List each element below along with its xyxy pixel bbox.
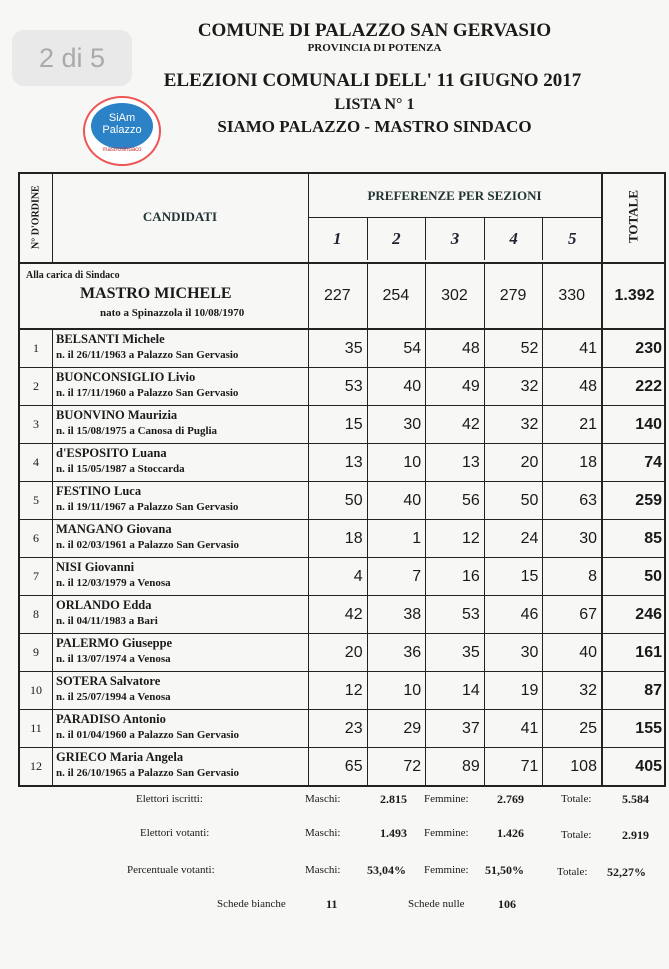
vote-cell: 20 xyxy=(344,643,363,661)
vote-cell: 89 xyxy=(461,757,480,775)
vote-cell: 40 xyxy=(579,643,597,661)
section-header: 4 xyxy=(484,218,543,260)
candidate-birth: n. il 12/03/1979 a Venosa xyxy=(56,577,171,589)
percent-m: 53,04% xyxy=(367,863,406,877)
row-number: 7 xyxy=(33,569,39,583)
vote-cell: 1 xyxy=(412,529,422,547)
vote-cell: 48 xyxy=(579,377,597,395)
table-row xyxy=(20,596,664,634)
table-row xyxy=(20,444,664,482)
registered-label: Elettori iscritti: xyxy=(136,793,203,805)
vote-cell: 40 xyxy=(403,491,422,509)
vote-cell: 42 xyxy=(344,605,363,623)
total-cell: 74 xyxy=(644,453,662,471)
total-cell: 259 xyxy=(635,491,662,509)
vote-cell: 25 xyxy=(579,719,597,737)
table-row xyxy=(20,710,664,748)
total-cell: 222 xyxy=(635,377,662,395)
list-number: LISTA N° 1 xyxy=(334,96,415,113)
candidate-name: GRIECO Maria Angela xyxy=(56,750,184,764)
vote-cell: 29 xyxy=(403,719,422,737)
vote-cell: 302 xyxy=(441,287,468,304)
vote-cell: 18 xyxy=(344,529,363,547)
row-number: 4 xyxy=(33,455,39,469)
percent-t-label: Totale: xyxy=(557,866,588,878)
vote-cell: 20 xyxy=(520,453,539,471)
row-number: 3 xyxy=(33,417,39,431)
null-ballots: 106 xyxy=(498,897,516,911)
row-number: 10 xyxy=(30,683,42,697)
vote-cell: 227 xyxy=(323,287,351,304)
table-row xyxy=(20,406,664,444)
row-number: 1 xyxy=(33,341,39,355)
mayor-row xyxy=(20,264,664,330)
vote-cell: 4 xyxy=(353,567,363,585)
vote-cell: 10 xyxy=(403,453,422,471)
total-cell: 1.392 xyxy=(614,287,655,304)
candidate-birth: n. il 25/07/1994 a Venosa xyxy=(56,691,171,703)
results-table xyxy=(18,172,666,787)
vote-cell: 35 xyxy=(461,643,480,661)
vote-cell: 40 xyxy=(403,377,422,395)
voters-m: 1.493 xyxy=(380,826,407,840)
candidate-name: BUONVINO Maurizia xyxy=(56,408,178,422)
col-total-header: TOTALE xyxy=(625,190,641,244)
candidate-name: PALERMO Giuseppe xyxy=(56,636,173,650)
vote-cell: 15 xyxy=(344,415,363,433)
vote-cell: 50 xyxy=(520,491,539,509)
total-cell: 50 xyxy=(644,567,662,585)
row-number: 6 xyxy=(33,531,39,545)
col-preferences-header: PREFERENZE PER SEZIONI xyxy=(308,174,601,218)
vote-cell: 67 xyxy=(579,605,597,623)
table-row xyxy=(20,520,664,558)
candidate-name: PARADISO Antonio xyxy=(56,712,166,726)
candidate-name: BELSANTI Michele xyxy=(56,332,165,346)
vote-cell: 65 xyxy=(344,757,363,775)
vote-cell: 10 xyxy=(403,681,422,699)
vote-cell: 32 xyxy=(520,415,539,433)
vote-cell: 42 xyxy=(461,415,480,433)
candidate-birth: n. il 13/07/1974 a Venosa xyxy=(56,653,171,665)
logo-text-2: Palazzo xyxy=(102,124,142,136)
candidate-rows xyxy=(20,330,664,785)
vote-cell: 254 xyxy=(382,287,410,304)
vote-cell: 18 xyxy=(579,453,597,471)
vote-cell: 37 xyxy=(461,719,480,737)
row-number: 11 xyxy=(30,721,42,735)
vote-cell: 32 xyxy=(579,681,597,699)
candidate-birth: n. il 01/04/1960 a Palazzo San Gervasio xyxy=(56,729,240,741)
percent-label: Percentuale votanti: xyxy=(127,864,215,876)
registered-m: 2.815 xyxy=(380,792,407,806)
candidate-birth: n. il 26/10/1965 a Palazzo San Gervasio xyxy=(56,767,240,779)
vote-cell: 36 xyxy=(403,643,422,661)
vote-cell: 7 xyxy=(412,567,422,585)
section-header: 3 xyxy=(425,218,484,260)
percent-f: 51,50% xyxy=(485,863,524,877)
vote-cell: 13 xyxy=(344,453,363,471)
col-candidates-header: CANDIDATI xyxy=(142,209,218,224)
vote-cell: 16 xyxy=(461,567,480,585)
table-header xyxy=(20,174,664,264)
candidate-name: SOTERA Salvatore xyxy=(56,674,161,688)
page-indicator-badge: 2 di 5 xyxy=(12,30,132,86)
candidate-birth: n. il 17/11/1960 a Palazzo San Gervasio xyxy=(56,387,239,399)
vote-cell: 21 xyxy=(579,415,597,433)
vote-cell: 52 xyxy=(520,339,539,357)
candidate-name: BUONCONSIGLIO Livio xyxy=(56,370,196,384)
row-number: 8 xyxy=(33,607,39,621)
vote-cell: 48 xyxy=(461,339,480,357)
candidate-birth: n. il 02/03/1961 a Palazzo San Gervasio xyxy=(56,539,240,551)
total-cell: 140 xyxy=(635,415,662,433)
list-name: SIAMO PALAZZO - MASTRO SINDACO xyxy=(217,117,532,136)
section-header: 2 xyxy=(367,218,426,260)
vote-cell: 63 xyxy=(579,491,597,509)
list-logo xyxy=(83,96,161,166)
municipality-title: COMUNE DI PALAZZO SAN GERVASIO xyxy=(197,20,552,41)
vote-cell: 23 xyxy=(344,719,363,737)
vote-cell: 72 xyxy=(403,757,422,775)
candidate-birth: n. il 19/11/1967 a Palazzo San Gervasio xyxy=(56,501,239,513)
vote-cell: 71 xyxy=(520,757,539,775)
table-row xyxy=(20,634,664,672)
row-number: 9 xyxy=(33,645,39,659)
vote-cell: 12 xyxy=(344,681,363,699)
vote-cell: 19 xyxy=(520,681,539,699)
voters-f: 1.426 xyxy=(497,826,524,840)
row-number: 2 xyxy=(33,379,39,393)
vote-cell: 279 xyxy=(499,287,527,304)
candidate-birth: n. il 04/11/1983 a Bari xyxy=(56,615,158,627)
vote-cell: 46 xyxy=(520,605,539,623)
logo-text-1: SiAm xyxy=(108,112,136,124)
voters-m-label: Maschi: xyxy=(305,827,341,839)
blank-ballots: 11 xyxy=(326,897,338,911)
voters-t-label: Totale: xyxy=(561,829,592,841)
registered-t-label: Totale: xyxy=(561,793,592,805)
vote-cell: 15 xyxy=(520,567,539,585)
province-subtitle: PROVINCIA DI POTENZA xyxy=(307,42,442,54)
col-order-header: N° D'ORDINE xyxy=(30,185,42,249)
registered-m-label: Maschi: xyxy=(305,793,341,805)
vote-cell: 35 xyxy=(344,339,363,357)
voters-t: 2.919 xyxy=(622,828,649,842)
vote-cell: 53 xyxy=(461,605,480,623)
vote-cell: 330 xyxy=(558,287,586,304)
vote-cell: 24 xyxy=(520,529,539,547)
total-cell: 87 xyxy=(644,681,662,699)
vote-cell: 13 xyxy=(461,453,480,471)
table-row xyxy=(20,368,664,406)
vote-cell: 30 xyxy=(579,529,597,547)
registered-f: 2.769 xyxy=(497,792,524,806)
candidate-name: MANGANO Giovana xyxy=(56,522,172,536)
vote-cell: 30 xyxy=(403,415,422,433)
vote-cell: 56 xyxy=(461,491,480,509)
candidate-name: d'ESPOSITO Luana xyxy=(56,446,167,460)
table-row xyxy=(20,558,664,596)
blank-ballots-label: Schede bianche xyxy=(217,898,286,910)
mayor-name: MASTRO MICHELE xyxy=(80,285,232,302)
candidate-birth: n. il 15/05/1987 a Stoccarda xyxy=(56,463,185,475)
section-header: 1 xyxy=(333,229,342,248)
voters-f-label: Femmine: xyxy=(424,827,469,839)
total-cell: 246 xyxy=(635,605,662,623)
election-title: ELEZIONI COMUNALI DELL' 11 GIUGNO 2017 xyxy=(163,70,582,91)
percent-m-label: Maschi: xyxy=(305,864,341,876)
total-cell: 155 xyxy=(635,719,662,737)
vote-cell: 108 xyxy=(570,757,597,775)
candidate-birth: n. il 15/08/1975 a Canosa di Puglia xyxy=(56,425,218,437)
mayor-birth: nato a Spinazzola il 10/08/1970 xyxy=(100,307,245,319)
voters-label: Elettori votanti: xyxy=(140,827,210,839)
candidate-name: ORLANDO Edda xyxy=(56,598,152,612)
vote-cell: 41 xyxy=(520,719,539,737)
table-row xyxy=(20,330,664,368)
vote-cell: 12 xyxy=(461,529,480,547)
total-cell: 230 xyxy=(635,339,662,357)
vote-cell: 54 xyxy=(403,339,422,357)
table-row xyxy=(20,482,664,520)
vote-cell: 32 xyxy=(520,377,539,395)
vote-cell: 41 xyxy=(579,339,597,357)
candidate-birth: n. il 26/11/1963 a Palazzo San Gervasio xyxy=(56,349,239,361)
vote-cell: 30 xyxy=(520,643,539,661)
total-cell: 405 xyxy=(635,757,662,775)
vote-cell: 53 xyxy=(344,377,363,395)
section-header: 5 xyxy=(542,218,601,260)
vote-cell: 49 xyxy=(461,377,480,395)
registered-f-label: Femmine: xyxy=(424,793,469,805)
mayor-label: Alla carica di Sindaco xyxy=(26,270,120,281)
null-ballots-label: Schede nulle xyxy=(408,898,465,910)
vote-cell: 14 xyxy=(461,681,480,699)
vote-cell: 38 xyxy=(403,605,422,623)
percent-f-label: Femmine: xyxy=(424,864,469,876)
percent-t: 52,27% xyxy=(607,865,646,879)
vote-cell: 8 xyxy=(588,567,597,585)
vote-cell: 50 xyxy=(344,491,363,509)
logo-text-3: mastrosindaco xyxy=(102,147,142,153)
candidate-name: NISI Giovanni xyxy=(56,560,135,574)
table-row xyxy=(20,748,664,785)
row-number: 5 xyxy=(33,493,39,507)
candidate-name: FESTINO Luca xyxy=(56,484,142,498)
total-cell: 161 xyxy=(635,643,662,661)
table-row xyxy=(20,672,664,710)
total-cell: 85 xyxy=(644,529,662,547)
row-number: 12 xyxy=(30,759,42,773)
registered-t: 5.584 xyxy=(622,792,649,806)
